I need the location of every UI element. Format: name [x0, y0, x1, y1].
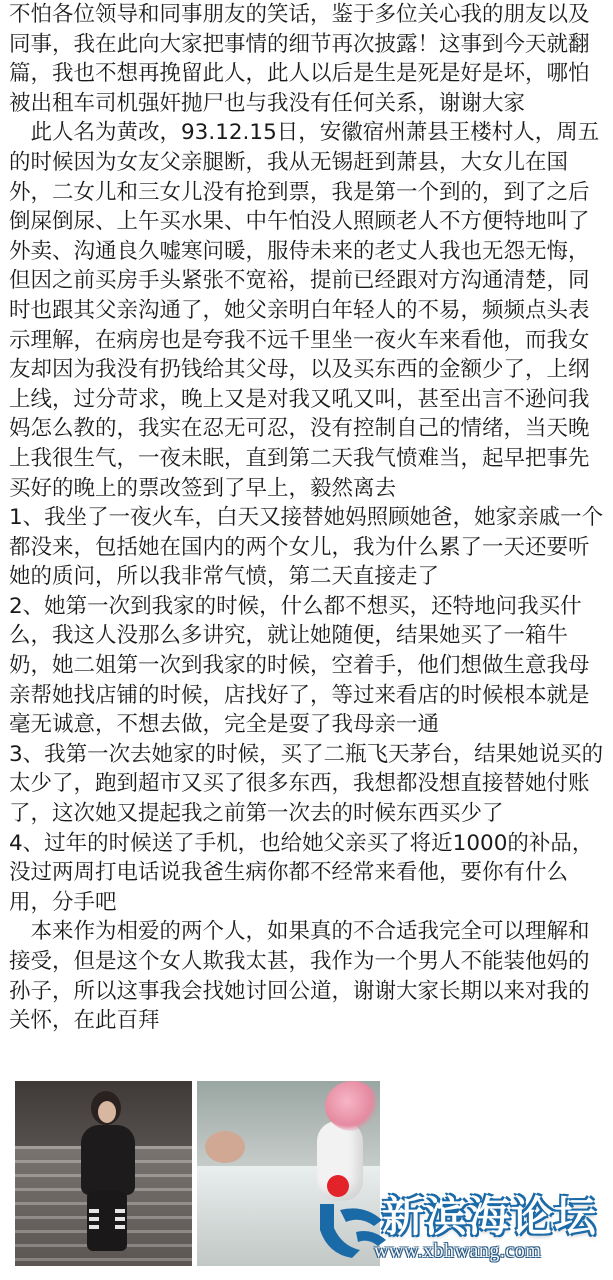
post-paragraph: 4、过年的时候送了手机，也给她父亲买了将近1000的补品，没过两周打电话说我爸生病你都不经常来看他，要你有什么用，分手吧 — [9, 830, 594, 915]
post-paragraph: 2、她第一次到我家的时候，什么都不想买，还特地问我买什么，我这人没那么多讲究，就让她随便，结果她买了一箱牛奶，她二姐第一次到我家的时候，空着手，他们想做生意我母亲帮她找店铺的时候，店找好了，等过来看店的时候根本就是毫无诚意，不想去做，完全是耍了我母亲一通 — [9, 593, 590, 738]
watermark-url: www.xbhwang.com — [374, 1240, 542, 1262]
post-body — [9, 0, 605, 1070]
photo-thumbnail-woman-on-stairs[interactable] — [15, 1081, 192, 1266]
patient-head — [205, 1131, 245, 1163]
post-paragraph: 3、我第一次去她家的时候，买了二瓶飞天茅台，结果她说买的太少了，跑到超市又买了很多东西，我想都没想直接替她付账了，这次她又提起我之前第一次去的时候东西买少了 — [9, 741, 604, 827]
post-paragraph: 此人名为黄改，93.12.15日，安徽宿州萧县王楼村人，周五的时候因为女友父亲腿断，我从无锡赶到萧县，大女儿在国外，二女儿和三女儿没有抢到票，我是第一个到的，到了之后倒屎倒尿、上午买水果、中午怕没人照顾老人不方便特地叫了外卖、沟通良久嘘寒问暖，服侍未来的老丈人我也无怨无悔，但因之前买房手头紧张不宽裕，提前已经跟对方沟通清楚，同时也跟其父亲沟通了，她父亲明白年轻人的不易，频频点头表示理解，在病房也是夸我不远千里坐一夜火车来看他，而我女友却因为我没有扔钱给其父母，以及买东西的金额少了，上纲上线，过分苛求，晚上又是对我又吼又叫，甚至出言不逊问我妈怎么教的，我实在忍无可忍，没有控制自己的情绪，当天晚上我很生气，一夜未眠，直到第二天我气愤难当，起早把事先买好的晚上的票改签到了早上，毅然离去 — [9, 120, 600, 501]
post-paragraph: 1、我坐了一夜火车，白天又接替她妈照顾她爸，她家亲戚一个都没来，包括她在国内的两个女儿，我为什么累了一天还要听她的质问，所以我非常气愤，第二天直接走了 — [9, 505, 604, 590]
post-paragraph: 本来作为相爱的两个人，如果真的不合适我完全可以理解和接受，但是这个女人欺我太甚，我作为一个男人不能装他妈的孙子，所以这事我会找她讨回公道，谢谢大家长期以来对我的关怀，在此百拜 — [9, 919, 590, 1034]
woman-figure — [73, 1091, 147, 1256]
post-paragraph: 不怕各位领导和同事朋友的笑话，鉴于多位关心我的朋友以及同事，我在此向大家把事情的细节再次披露！这事到今天就翻篇，我也不想再挽留此人，此人以后是生是死是好是坏，哪怕被出租车司机强奸抛尸也与我没有任何关系，谢谢大家 — [9, 2, 590, 116]
watermark-title: 新滨海论坛 — [382, 1192, 598, 1241]
flower-decoration — [325, 1081, 380, 1131]
site-watermark — [312, 1170, 602, 1265]
